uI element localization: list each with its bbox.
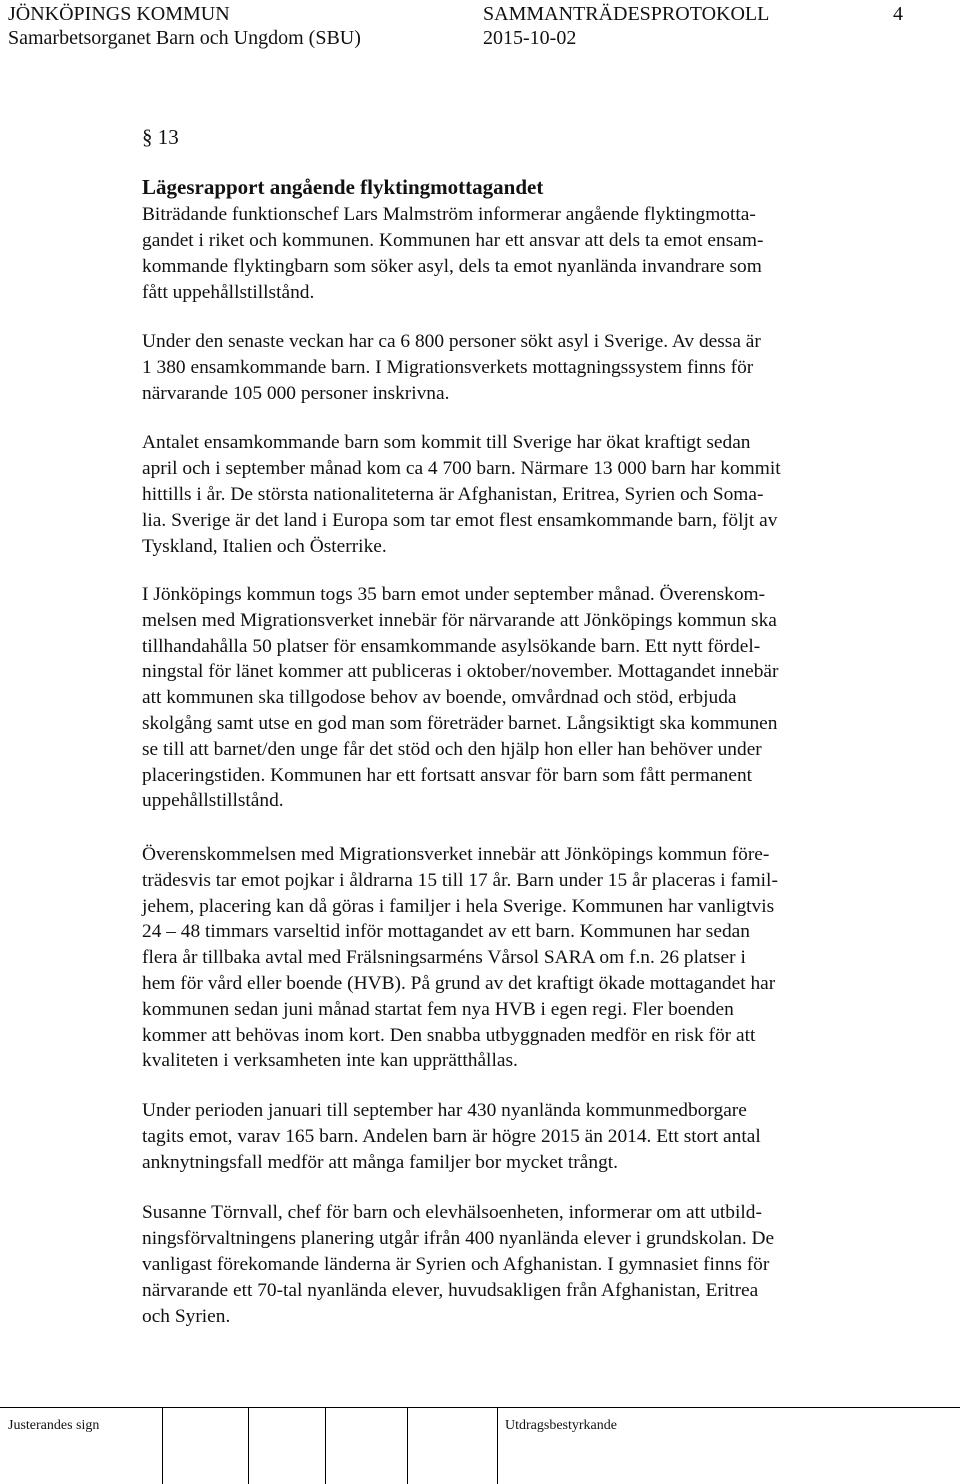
text-line: trädesvis tar emot pojkar i åldrarna 15 till 17 år. Barn under 15 år placeras i famil- [142,869,778,891]
text-line: Biträdande funktionschef Lars Malmström informerar angående flyktingmotta- [142,204,756,225]
text-line: placeringstiden. Kommunen har ett fortsatt ansvar för barn som fått permanent [142,764,753,786]
text-line: Susanne Törnvall, chef för barn och elevhälsoenheten, informerar om att utbild- [142,1202,762,1223]
text-line: och Syrien. [142,1306,231,1327]
text-line: Antalet ensamkommande barn som kommit till Sverige har ökat kraftigt sedan [142,432,751,453]
text-line: kvaliteten i verksamheten inte kan upprätthållas. [142,1050,518,1072]
paragraph-jonkoping-reception [142,582,902,814]
text-line: Under perioden januari till september har 430 nyanlända kommunmedborgare [142,1100,747,1121]
text-line: vanligast förekomande länderna är Syrien och Afghanistan. I gymnasiet finns för [142,1254,770,1275]
signature-label: Justerandes sign [8,1418,100,1433]
text-line: ningstal för länet kommer att publiceras i oktober/november. Mottagandet innebär [142,661,779,683]
org-name: JÖNKÖPINGS KOMMUN [8,3,230,25]
text-line: närvarande 105 000 personer inskrivna. [142,383,450,404]
paragraph-education [142,1200,902,1330]
text-line: att kommunen ska tillgodose behov av boende, omvårdnad och stöd, erbjuda [142,687,737,709]
paragraph-asylum-stats [142,329,902,407]
document-type: SAMMANTRÄDESPROTOKOLL [483,3,770,25]
text-line: melsen med Migrationsverket innebär för närvarande att Jönköpings kommun ska [142,609,777,631]
text-line: skolgång samt utse en god man som företräder barnet. Långsiktigt ska kommunen [142,712,778,734]
section-number: § 13 [142,125,179,149]
text-line: fått uppehållstillstånd. [142,282,315,303]
text-line: uppehållstillstånd. [142,790,284,812]
signature-box-divider [162,1408,163,1484]
text-line: se till att barnet/den unge får det stöd och den hjälp hon eller han behöver under [142,738,762,760]
text-line: kommunen sedan juni månad startat fem nya HVB i egen regi. Fler boenden [142,998,734,1020]
text-line: tillhandahålla 50 platser för ensamkommande asylsökande barn. Ett nytt fördel- [142,635,761,657]
text-line: I Jönköpings kommun togs 35 barn emot under september månad. Överenskom- [142,584,766,605]
text-line: hittills i år. De största nationaliteterna är Afghanistan, Eritrea, Syrien och Soma- [142,484,764,505]
text-line: kommande flyktingbarn som söker asyl, dels ta emot nyanlända invandrare som [142,256,762,277]
signature-box-divider [325,1408,326,1484]
section-title: Lägesrapport angående flyktingmottagandet [142,175,544,199]
paragraph-unaccompanied-children [142,430,902,560]
text-line: Tyskland, Italien och Österrike. [142,536,387,557]
paragraph-intro [142,202,902,306]
text-line: jehem, placering kan då göras i familjer i hela Sverige. Kommunen har vanligtvis [142,895,775,917]
text-line: närvarande ett 70-tal nyanlända elever, huvudsakligen från Afghanistan, Eritrea [142,1280,759,1301]
meeting-date: 2015-10-02 [483,27,577,49]
text-line: 24 – 48 timmars varseltid inför mottagandet av ett barn. Kommunen har sedan [142,921,750,943]
text-line: lia. Sverige är det land i Europa som tar emot flest ensamkommande barn, följt av [142,510,778,531]
text-line: Överenskommelsen med Migrationsverket innebär att Jönköpings kommun före- [142,844,770,865]
text-line: april och i september månad kom ca 4 700 barn. Närmare 13 000 barn har kommit [142,458,781,479]
text-line: 1 380 ensamkommande barn. I Migrationsverkets mottagningssystem finns för [142,357,754,378]
signature-box-divider [407,1408,408,1484]
text-line: ningsförvaltningens planering utgår ifrån 400 nyanlända elever i grundskolan. De [142,1228,775,1249]
text-line: hem för vård eller boende (HVB). På grund av det kraftigt ökade mottagandet har [142,972,776,994]
paragraph-newcomers [142,1098,902,1176]
paragraph-agreement [142,842,902,1074]
certification-label: Utdragsbestyrkande [505,1418,617,1433]
text-line: kommer att behövas inom kort. Den snabba utbyggnaden medför en risk för att [142,1024,756,1046]
signature-box-divider [497,1408,498,1484]
text-line: flera år tillbaka avtal med Frälsningsarméns Vårsol SARA om f.n. 26 platser i [142,947,746,969]
page-number: 4 [893,3,903,25]
text-line: Under den senaste veckan har ca 6 800 personer sökt asyl i Sverige. Av dessa är [142,331,761,352]
text-line: gandet i riket och kommunen. Kommunen har ett ansvar att dels ta emot ensam- [142,230,764,251]
committee-name: Samarbetsorganet Barn och Ungdom (SBU) [8,27,361,49]
signature-box-divider [248,1408,249,1484]
text-line: anknytningsfall medför att många familjer bor mycket trångt. [142,1152,618,1173]
footer-divider [0,1407,960,1408]
text-line: tagits emot, varav 165 barn. Andelen barn är högre 2015 än 2014. Ett stort antal [142,1126,761,1147]
